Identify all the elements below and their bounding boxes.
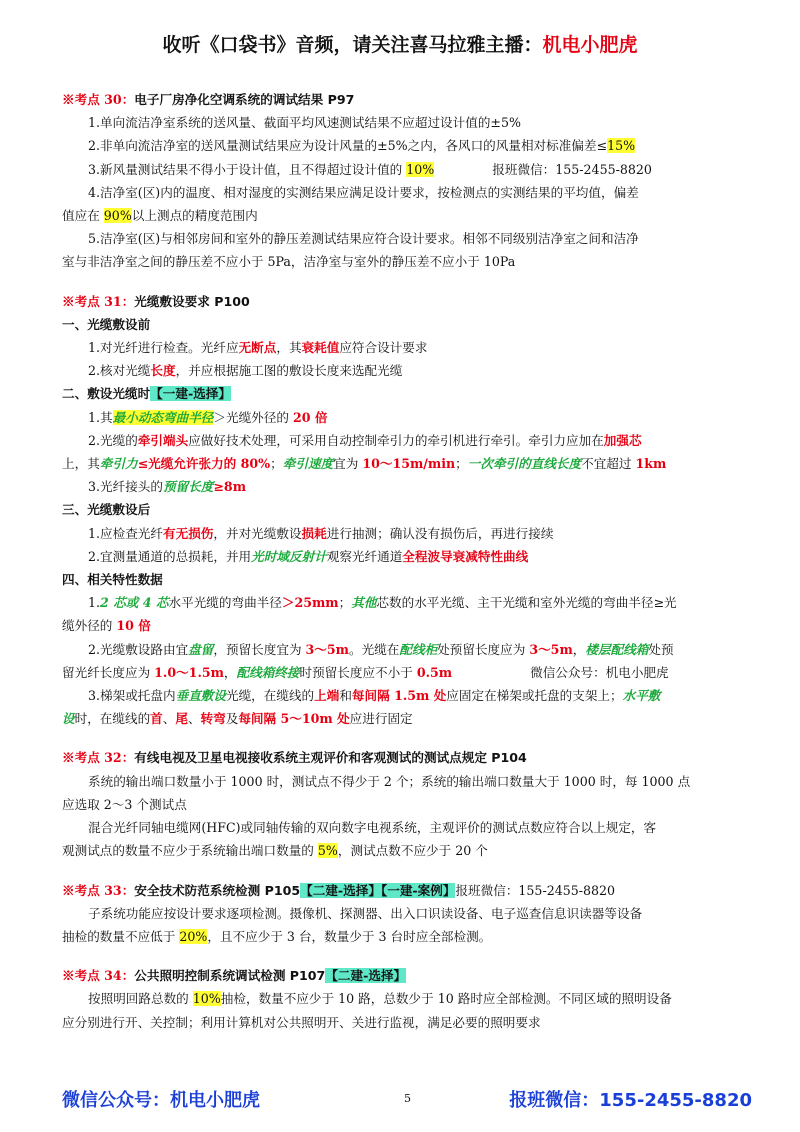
s31-heading-3: 三、光缆敷设后: [62, 502, 151, 518]
section-31-title: 光缆敷设要求 P100: [134, 293, 250, 309]
s32-para-1-cont: 应选取 2～3 个测试点: [62, 796, 187, 812]
s30-item-5: 5.洁净室(区)与相邻房间和室外的静压差测试结果应符合设计要求。相邻不同级别洁净室之间和洁净: [88, 231, 639, 247]
section-34-title: 公共照明控制系统调试检测 P107: [134, 968, 326, 984]
header-brand: 机电小肥虎: [542, 34, 638, 56]
s30-item-4: 4.洁净室(区)内的温度、相对湿度的实测结果应满足设计要求，按检测点的实测结果的平均值，偏差: [88, 184, 639, 200]
section-30-title: 电子厂房净化空调系统的调试结果 P97: [134, 92, 355, 107]
page-number: 5: [404, 1092, 411, 1105]
s31-a2: 2.核对光缆长度，并应根据施工图的敷设长度来选配光缆: [88, 363, 403, 379]
s31-c1: 1.应检查光纤有无损伤，并对光缆敷设损耗进行抽测；确认没有损伤后，再进行接续: [88, 525, 554, 541]
s31-d1: 1.2 芯或 4 芯水平光缆的弯曲半径＞25mm；其他芯数的水平光缆、主干光缆和室外光缆的弯曲半径≥光: [88, 595, 677, 611]
s32-para-1: 系统的输出端口数量小于 1000 时，测试点不得少于 2 个；系统的输出端口数量大于 1000 时，每 1000 点: [88, 773, 691, 789]
s31-d1-cont: 缆外径的 10 倍: [62, 618, 151, 634]
section-31-star: ※考点 31：: [62, 293, 135, 309]
s31-wechat-note: 微信公众号：机电小肥虎: [530, 664, 669, 680]
exam-tag: 【二建-选择】: [300, 882, 381, 898]
s30-item-5-cont: 室与非洁净室之间的静压差不应小于 5Pa，洁净室与室外的静压差不应小于 10Pa: [62, 254, 516, 270]
page-footer: [62, 1086, 752, 1116]
section-30: [62, 88, 752, 274]
s30-item-4-cont: 值应在 90%以上测点的精度范围内: [62, 208, 258, 224]
s31-d2-cont: 留光纤长度应为 1.0～1.5m，配线箱终接时预留长度应不小于 0.5m 微信公众号：机电小肥虎: [62, 664, 669, 680]
s30-item-2: 2.非单向流洁净室的送风量测试结果应为设计风量的±5%之内，各风口的风量相对标准偏差≤15%: [88, 138, 636, 154]
s31-d3: 3.梯架或托盘内垂直敷设光缆，在缆线的上端和每间隔 1.5m 处应固定在梯架或托盘的支架上；水平敷: [88, 688, 661, 704]
s31-b2-cont: 上，其牵引力≤光缆允许张力的 80%；牵引速度宜为 10～15m/min；一次牵引的直线长度不宜超过 1km: [62, 456, 667, 472]
exam-tag: 【二建-选择】: [325, 968, 407, 984]
footer-signup-wechat: 报班微信：155-2455-8820: [509, 1090, 752, 1111]
page-header: [0, 30, 800, 57]
s30-wechat-note: 报班微信：155-2455-8820: [492, 161, 652, 177]
s30-item-3: 3.新风量测试结果不得小于设计值，且不得超过设计值的 10% 报班微信：155-2455-8820: [88, 161, 652, 177]
exam-tag: 【一建-选择】: [150, 386, 231, 402]
s34-para-1-cont: 应分别进行开、关控制；利用计算机对公共照明开、关进行监视，满足必要的照明要求: [62, 1014, 541, 1030]
section-33-star: ※考点 33：: [62, 882, 135, 898]
s34-para-1: 按照明回路总数的 10%抽检，数量不应少于 10 路，总数少于 10 路时应全部检测。不同区域的照明设备: [88, 991, 672, 1007]
s32-para-2-cont: 观测试点的数量不应少于系统输出端口数量的 5%，测试点数不应少于 20 个: [62, 843, 488, 859]
section-33: [62, 879, 752, 949]
s31-b3: 3.光纤接头的预留长度≥8m: [88, 479, 247, 495]
s33-para-1-cont: 抽检的数量不应低于 20%，且不应少于 3 台，数量少于 3 台时应全部检测。: [62, 928, 492, 944]
s31-d3-cont: 设时，在缆线的首、尾、转弯及每间隔 5～10m 处应进行固定: [62, 711, 413, 727]
s31-a1: 1.对光纤进行检查。光纤应无断点，其衰耗值应符合设计要求: [88, 340, 428, 356]
footer-wechat-account: 微信公众号：机电小肥虎: [62, 1090, 260, 1111]
exam-tag: 【一建-案例】: [380, 882, 456, 898]
s30-item-1: 1.单向流洁净室系统的送风量、截面平均风速测试结果不应超过设计值的±5%: [88, 115, 521, 131]
s31-c2: 2.宜测量通道的总损耗，并用光时域反射计观察光纤通道全程波导衰减特性曲线: [88, 548, 529, 564]
s33-para-1: 子系统功能应按设计要求逐项检测。摄像机、探测器、出入口识读设备、电子巡查信息识读器等设备: [88, 905, 643, 921]
section-31: [62, 290, 752, 731]
s31-b2: 2.光缆的牵引端头应做好技术处理，可采用自动控制牵引力的牵引机进行牵引。牵引力应加在加强芯: [88, 432, 642, 448]
s31-heading-1: 一、光缆敷设前: [62, 316, 151, 332]
s31-d2: 2.光缆敷设路由宜盘留，预留长度宜为 3～5m。光缆在配线柜处预留长度应为 3～5m，楼层配线箱处预: [88, 641, 674, 657]
s31-b1: 1.其最小动态弯曲半径＞光缆外径的 20 倍: [88, 409, 328, 425]
section-32: [62, 746, 752, 862]
section-30-star: ※考点 30：: [62, 92, 135, 107]
section-32-title: 有线电视及卫星电视接收系统主观评价和客观测试的测试点规定 P104: [134, 750, 527, 766]
section-34-star: ※考点 34：: [62, 968, 135, 984]
section-34: [62, 964, 752, 1034]
s31-heading-2: 二、敷设光缆时【一建-选择】: [62, 386, 231, 402]
main-content: [62, 88, 752, 1034]
s33-wechat-note: 报班微信：155-2455-8820: [455, 882, 616, 898]
s31-heading-4: 四、相关特性数据: [62, 572, 163, 588]
section-32-star: ※考点 32：: [62, 750, 135, 766]
s32-para-2: 混合光纤同轴电缆网(HFC)或同轴传输的双向数字电视系统，主观评价的测试点数应符合以上规定，客: [88, 820, 657, 836]
section-33-title: 安全技术防范系统检测 P105: [134, 882, 301, 898]
header-text: 收听《口袋书》音频，请关注喜马拉雅主播：: [162, 34, 543, 56]
